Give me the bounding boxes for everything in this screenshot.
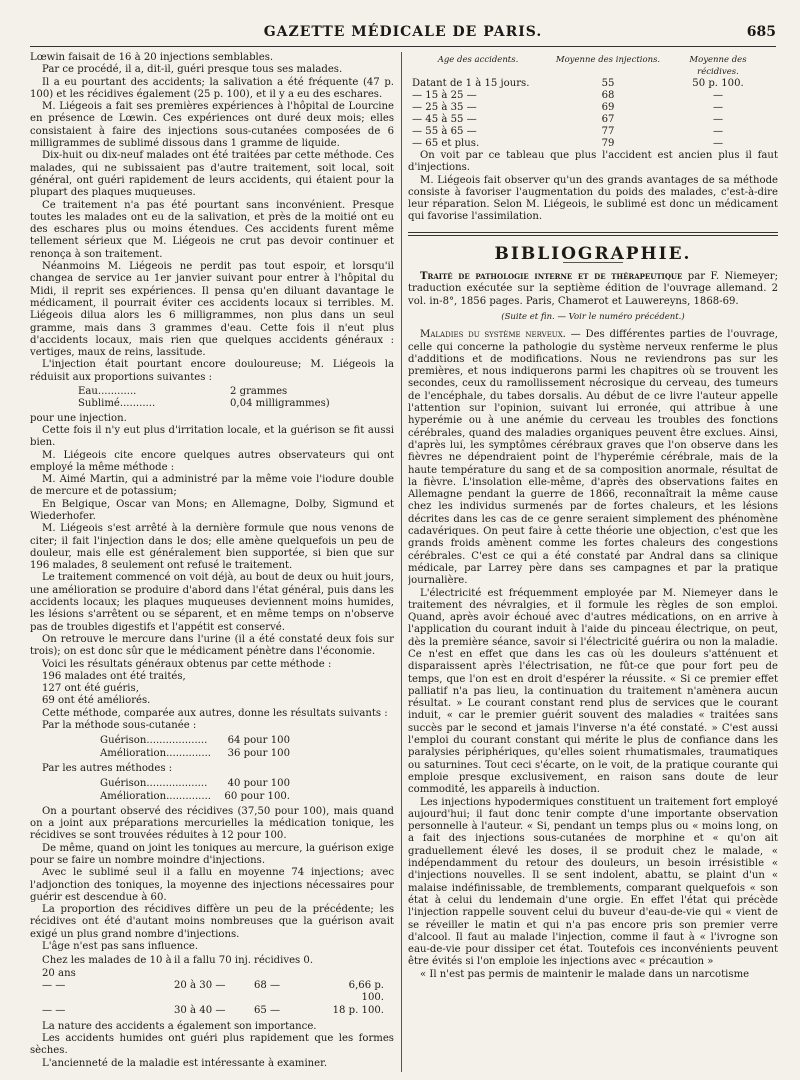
paragraph: On voit par ce tableau que plus l'accident est ancien plus il faut d'injections. — [408, 150, 778, 174]
table-cell: 50 p. 100. — [692, 78, 744, 89]
paragraph: Néanmoins M. Liégeois ne perdit pas tout espoir, et lorsqu'il changea de service au 1er janvier suivant pour entrer à l'hôpital du Midi, il reprit ses expériences. Il pensa qu'en diluant davantage le médicament, il pourrait éviter ces accidents locaux si terribles. M. Liégeois dilua alors les 6 milligrammes, non plus dans un seul gramme, mais dans 3 grammes d'eau. Cette fois il n'eut plus d'accidents locaux, mais rien que quelques accidents généraux : vertiges, maux de reins, lassitude. — [30, 261, 394, 359]
formula-quantity: 0,04 milligrammes) — [230, 398, 330, 410]
table-cell: — — [712, 102, 724, 113]
formula-quantity: 2 grammes — [230, 386, 288, 398]
paragraph: L'électricité est fréquemment employée par M. Niemeyer dans le traitement des névralgies, et il formule les règles de son emploi. Quand, après avoir échoué avec d'autres médications, on en arrive à l'application du courant induit à l'aide du pinceau électrique, on peut, dès la première séance, savoir si l'électricité guérira ou non la maladie. Ce n'est en effet que dans les cas où les douleurs s'atténuent et disparaissent après l'électrisation, ne fût-ce que pour fort peu de temps, que l'on est en droit d'espérer la réussite. « Si ce premier effet palliatif n'a pas lieu, la continuation du traitement n'amènera aucun résultat. » Le courant constant rend plus de services que le courant induit, « car le premier guérit souvent des maladies « traitées sans succès par le second et jamais l'inverse n'a été constaté. » C'est aussi l'emploi du courant constant qui mérite le plus de confiance dans les paralysies périphériques, qu'elles soient rhumatismales, traumatiques ou saturnines. Tout ceci s'écarte, on le voit, de la pratique courante qui emploie presque exclusivement, en raison sans doute de leur commodité, les appareils à induction. — [408, 587, 778, 796]
age-cell — [324, 955, 384, 980]
paragraph: On retrouve le mercure dans l'urine (il a été constaté deux fois sur trois); on est donc sûr que le médicament pénètre dans l'économie. — [30, 633, 394, 658]
paragraph: De même, quand on joint les toniques au mercure, la guérison exige pour se faire un nombre moindre d'injections. — [30, 842, 394, 866]
result-label: Guérison................... — [100, 778, 208, 790]
injection-formula — [78, 386, 394, 411]
paragraph: pour une injection. — [30, 412, 127, 424]
page-number: 685 — [746, 24, 776, 40]
paragraph: L'âge n'est pas sans influence. — [42, 941, 199, 953]
paragraph: Par ce procédé, il a, dit-il, guéri presque tous ses malades. — [42, 64, 343, 76]
table-cell: — — [712, 114, 724, 125]
paragraph: Par les autres méthodes : — [42, 762, 173, 774]
paragraph: Le traitement commencé on voit déjà, au bout de deux ou huit jours, une amélioration se produire d'abord dans l'état général, puis dans les accidents locaux; les plaques muqueuses deviennent moins humides, les lésions s'arrêtent ou se séparent, et en même temps on n'observe pas de troubles digestifs et l'appétit est conservé. — [30, 572, 394, 633]
table-cell: — 15 à 25 — — [412, 90, 477, 101]
table-header: Moyenne des injections. — [555, 55, 661, 65]
page-header — [30, 20, 776, 47]
age-cell: — — — [42, 979, 66, 991]
book-title: Traité de pathologie interne et de thérapeutique — [420, 271, 683, 283]
table-cell: Datant de 1 à 15 jours. — [412, 78, 530, 89]
section-heading: BIBLIOGRAPHIE. — [494, 243, 692, 264]
age-cell: 18 p. 100. — [332, 1004, 384, 1016]
age-table — [42, 955, 394, 1016]
paragraph: Dix-huit ou dix-neuf malades ont été traitées par cette méthode. Ces malades, qui ne subissaient pas d'autre traitement, soit local, soit général, ont guéri rapidement de leurs accidents, qui étaient pour la plupart des plaques muqueuses. — [30, 150, 394, 199]
formula-ingredient: Eau............ — [78, 386, 137, 398]
book-reference — [408, 271, 778, 308]
paragraph: La proportion des récidives diffère un peu de la précédente; les récidives ont été d'autant moins nombreuses que la guérison avait exigé un plus grand nombre d'injections. — [30, 904, 394, 940]
paragraph: Il a eu pourtant des accidents; la salivation a été fréquente (47 p. 100) et les récidives également (25 p. 100), et il y a eu des eschares. — [30, 76, 394, 100]
table-cell: — — [712, 90, 724, 101]
paragraph-text: — Des différentes parties de l'ouvrage, celle qui concerne la pathologie du système nerveux renferme le plus d'additions et de modifications. Nous ne reviendrons pas sur les premières, et nous indiquerons parmi les chapitres où se trouvent les secondes, ceux du ramollissement nécrosique du cerveau, des tumeurs de l'encéphale, du tabes dorsalis. Au début de ce livre l'auteur appelle l'attention sur l'opinion, suivant lui erronée, qui attribue à une hyperémie ou à une anémie du cerveau les troubles des fonctions cérébrales, quand des maladies organiques peuvent être exclues. Ainsi, d'après lui, les symptômes cérébraux graves que l'on observe dans les fièvres ne dépendraient point de l'hyperémie cérébrale, mais de la haute température du sang et de sa composition anormale, résultat de la fièvre. L'insolation elle-même, d'après des observations faites en Allemagne pendant la guerre de 1866, reconnaîtrait la même cause chez les individus surmenés par de fortes chaleurs, et les lésions décrites dans les cas de ce genre seraient simplement des phénomène cadavériques. On peut faire à cette théorie une objection, c'est que les grands froids amènent comme les fortes chaleurs des congestions cérébrales. C'est ce qui a été constaté par Andral dans sa clinique médicale, par Larrey père dans ses campagnes et par la pratique journalière. — [408, 329, 778, 587]
table-cell: 68 — [601, 90, 615, 101]
continuation-note: (Suite et fin. — Voir le numéro précédent.) — [501, 311, 685, 322]
journal-title: GAZETTE MÉDICALE DE PARIS. — [263, 24, 543, 40]
age-cell: 65 — — [254, 1004, 281, 1016]
age-cell: 68 — — [254, 979, 281, 991]
paragraph: Les accidents humides ont guéri plus rapidement que les formes sèches. — [30, 1033, 394, 1057]
result-label: Amélioration.............. — [100, 790, 211, 802]
table-cell: — 45 à 55 — — [412, 114, 477, 125]
table-cell: — 25 à 35 — — [412, 102, 477, 113]
results-subcutaneous — [100, 735, 394, 760]
paragraph: Cette fois il n'y eut plus d'irritation locale, et la guérison se fit aussi bien. — [30, 424, 394, 449]
result-line: 127 ont été guéris, — [42, 683, 139, 695]
right-column — [408, 52, 778, 1074]
result-line: 69 ont été améliorés. — [42, 695, 151, 707]
paragraph: Lœwin faisait de 16 à 20 injections semblables. — [30, 52, 274, 63]
paragraph: M. Liégeois s'est arrêté à la dernière formule que nous venons de citer; il fait l'injection dans le dos; elle amène quelquefois un peu de douleur, mais elle est généralement bien supportée, si bien que sur 196 malades, 8 seulement ont refusé le traitement. — [30, 523, 394, 572]
table-header: Moyenne des récidives. — [689, 55, 747, 77]
paragraph: Avec le sublimé seul il a fallu en moyenne 74 injections; avec l'adjonction des toniques, la moyenne des injections nécessaires pour guérir est descendue à 60. — [30, 867, 394, 903]
left-column — [30, 52, 394, 1074]
paragraph — [408, 329, 778, 587]
age-cell: Chez les malades de 10 à 20 ans — [42, 955, 172, 979]
paragraph: M. Liégeois fait observer qu'un des grands avantages de sa méthode consiste à favoriser l'augmentation du poids des malades, c'est-à-dire leur réparation. Selon M. Liégeois, le sublimé est donc un médicament qui favorise l'assimilation. — [408, 174, 778, 223]
results-list — [42, 671, 394, 708]
result-label: Amélioration.............. — [100, 747, 211, 759]
results-other-methods — [100, 778, 394, 803]
table-cell: — 55 à 65 — — [412, 126, 477, 137]
table-header: Age des accidents. — [437, 55, 519, 65]
result-value: 60 pour 100. — [224, 790, 290, 802]
table-cell: — — [712, 126, 724, 137]
result-line: 196 malades ont été traités, — [42, 670, 186, 682]
paragraph: L'ancienneté de la maladie est intéressante à examiner. — [42, 1057, 328, 1069]
column-divider — [401, 52, 402, 1072]
section-rule — [408, 232, 778, 236]
age-cell: 6,66 p. 100. — [348, 979, 384, 1004]
formula-ingredient: Sublimé........... — [78, 398, 156, 410]
table-cell: — 65 et plus. — [412, 138, 480, 149]
age-cell: il a fallu 70 inj. — [174, 955, 251, 967]
table-cell: 77 — [601, 126, 615, 137]
paragraph: Voici les résultats généraux obtenus par cette méthode : — [42, 658, 332, 670]
table-cell: 79 — [601, 138, 615, 149]
paragraph: En Belgique, Oscar van Mons; en Allemagne, Dolby, Sigmund et Wiederhofer. — [30, 498, 394, 522]
result-label: Guérison................... — [100, 735, 208, 747]
result-value: 36 pour 100 — [227, 747, 290, 759]
recidive-table — [408, 54, 778, 150]
age-cell: récidives 0. — [254, 955, 314, 967]
table-cell: — — [712, 138, 724, 149]
paragraph-lead: Maladies du système nerveux. — [420, 329, 566, 341]
paragraph: La nature des accidents a également son importance. — [42, 1020, 317, 1032]
table-cell: 55 — [601, 78, 615, 89]
paragraph: « Il n'est pas permis de maintenir le malade dans un narcotisme — [420, 968, 750, 980]
table-cell: 69 — [601, 102, 615, 113]
result-value: 64 pour 100 — [227, 735, 290, 747]
paragraph: Cette méthode, comparée aux autres, donne les résultats suivants : — [42, 707, 388, 719]
table-cell: 67 — [601, 114, 615, 125]
paragraph: M. Aimé Martin, qui a administré par la même voie l'iodure double de mercure et de potassium; — [30, 474, 394, 498]
paragraph: On a pourtant observé des récidives (37,50 pour 100), mais quand on a joint aux préparations mercurielles la médication tonique, les récidives se sont trouvées réduites à 12 pour 100. — [30, 805, 394, 842]
result-value: 40 pour 100 — [227, 778, 290, 790]
paragraph: Ce traitement n'a pas été pourtant sans inconvénient. Presque toutes les malades ont eu de la salivation, et près de la moitié ont eu des eschares plus ou moins étendues. Ces accidents furent même tellement sérieux que M. Liégeois ne crut pas devoir continuer et renonça à son traitement. — [30, 199, 394, 260]
paragraph: Les injections hypodermiques constituent un traitement fort employé aujourd'hui; il faut donc tenir compte d'une importante observation personnelle à l'auteur. « Si, pendant un temps plus ou « moins long, on a fait des injections sous-cutanées de morphine et « qu'on ait graduellement élevé les doses, il se produit chez le malade, « indépendamment du retour des douleurs, un besoin irrésistible « d'injections nouvelles. Il se sent indolent, abattu, se plaint d'un « malaise indéfinissable, de tremblements, comparant quelquefois « son état à celui du lendemain d'une orgie. En effet l'état qui précède l'injection rappelle souvent celui du buveur d'eau-de-vie qui « vient de se réveiller le matin et qui n'a pas encore pris son premier verre d'alcool. Il faut au malade l'injection, comme il faut à « l'ivrogne son eau-de-vie pour dissiper cet état. Toutefois ces inconvénients peuvent être évités si l'on emploie les injections avec « précaution » — [408, 796, 778, 968]
paragraph: M. Liégeois a fait ses premières expériences à l'hôpital de Lourcine en présence de Lœwin. Ces expériences ont duré deux mois; elles consistaient à faire des injections sous-cutanées composées de 6 milligrammes de sublimé dissous dans 1 gramme de liquide. — [30, 101, 394, 150]
paragraph: Par la méthode sous-cutanée : — [42, 720, 197, 732]
paragraph: M. Liégeois cite encore quelques autres observateurs qui ont employé la même méthode : — [30, 449, 394, 473]
age-cell: 20 à 30 — — [174, 979, 226, 991]
age-cell: — — — [42, 1004, 66, 1016]
book-details: par F. Niemeyer; traduction exécutée sur la septième édition de l'ouvrage allemand. 2 vol. in-8°, 1856 pages. Paris, Chamerot et Lauwereyns, 1868-69. — [408, 271, 778, 307]
age-cell: 30 à 40 — — [174, 1004, 226, 1016]
paragraph: L'injection était pourtant encore douloureuse; M. Liégeois la réduisit aux proportions suivantes : — [30, 359, 394, 383]
